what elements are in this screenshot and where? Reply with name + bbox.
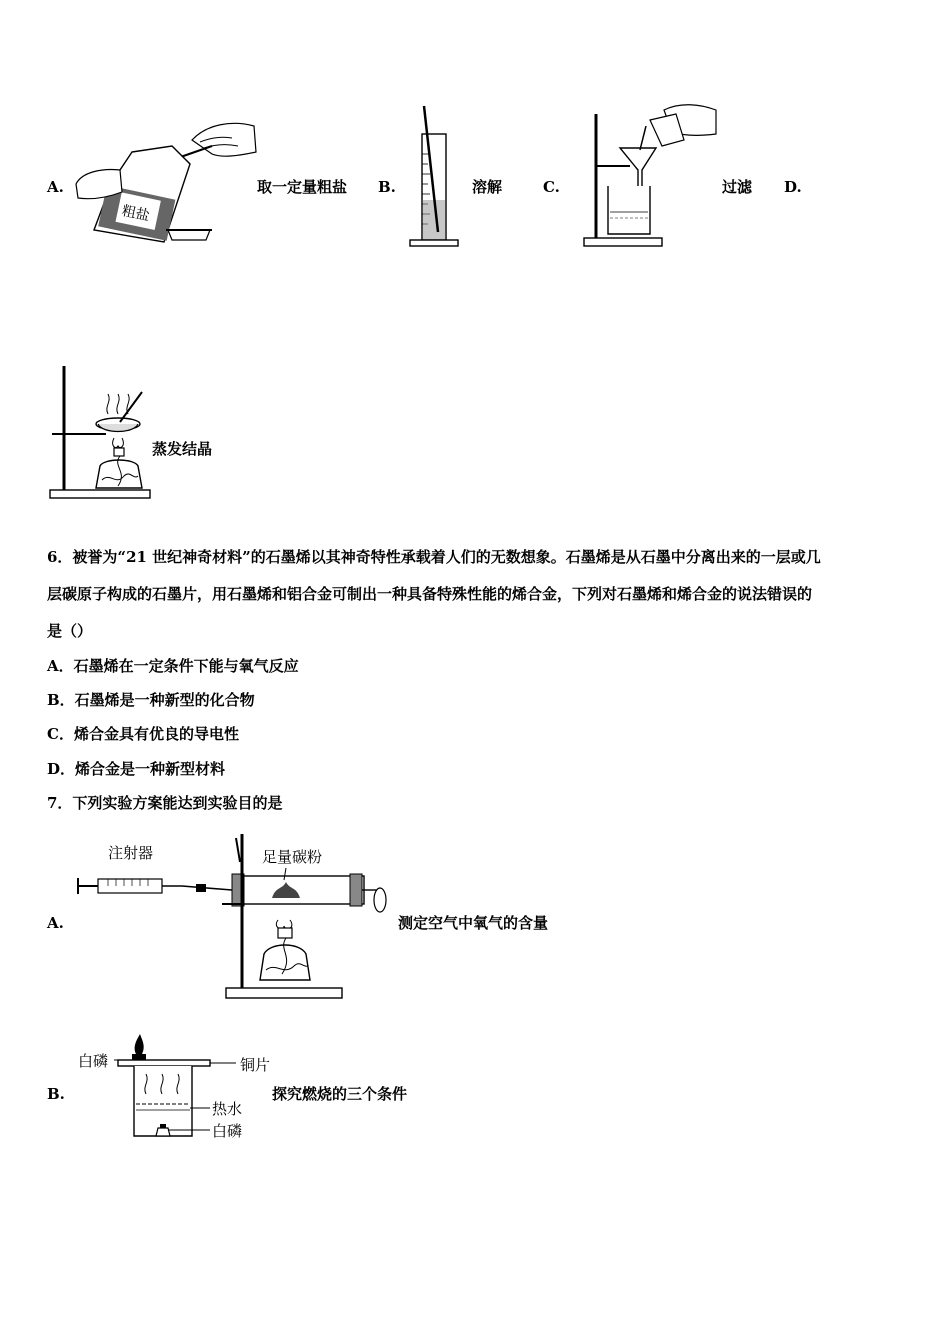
q5-option-c-label: C. <box>543 178 560 196</box>
q5-option-b-text: 溶解 <box>472 178 503 196</box>
q5-figure-evaporate <box>46 362 156 502</box>
q5-option-a-text: 取一定量粗盐 <box>257 178 348 196</box>
q5-bag-label: 粗盐 <box>120 203 151 225</box>
q6-stem-line-2: 层碳原子构成的石墨片，用石墨烯和铝合金可制出一种具备特殊性能的烯合金，下列对石墨烯和烯合金的说法错误的 <box>47 585 813 603</box>
q7-option-b-text: 探究燃烧的三个条件 <box>272 1085 408 1103</box>
q6-option-b: B．石墨烯是一种新型的化合物 <box>47 691 255 709</box>
q7-option-a-text: 测定空气中氧气的含量 <box>398 914 549 932</box>
q7-fig-b-white-p-top-label: 白磷 <box>78 1052 109 1070</box>
q5-option-d-label: D. <box>784 178 802 196</box>
q6-option-c: C．烯合金具有优良的导电性 <box>47 725 239 743</box>
q7-figure-b-apparatus <box>72 1032 282 1144</box>
q6-stem-line-1: 6．被誉为“21 世纪神奇材料”的石墨烯以其神奇特性承载着人们的无数想象。石墨烯是从石墨中分离出来的一层或几 <box>47 548 821 566</box>
q7-fig-a-syringe-label: 注射器 <box>108 844 154 862</box>
q5-option-b-label: B. <box>378 178 396 196</box>
q7-figure-a-apparatus <box>72 828 392 1004</box>
q5-figure-take-salt <box>72 112 260 250</box>
q6-option-a: A．石墨烯在一定条件下能与氧气反应 <box>47 657 299 675</box>
q7-option-a-label: A. <box>47 914 64 932</box>
q6-option-d: D．烯合金是一种新型材料 <box>47 760 226 778</box>
q5-figure-dissolve <box>404 104 464 250</box>
q7-fig-a-carbon-label: 足量碳粉 <box>262 848 323 866</box>
q5-option-d-text: 蒸发结晶 <box>152 440 213 458</box>
q7-stem: 7．下列实验方案能达到实验目的是 <box>47 794 283 812</box>
q7-fig-b-hot-water-label: 热水 <box>212 1100 243 1118</box>
q7-fig-b-white-p-bottom-label: 白磷 <box>212 1122 243 1140</box>
q7-option-b-label: B. <box>47 1085 65 1103</box>
q5-option-c-text: 过滤 <box>722 178 753 196</box>
q5-figure-filter <box>580 100 720 250</box>
q7-fig-b-copper-label: 铜片 <box>240 1056 271 1074</box>
q5-option-a-label: A. <box>47 178 64 196</box>
q6-stem-line-3: 是（） <box>47 622 93 640</box>
